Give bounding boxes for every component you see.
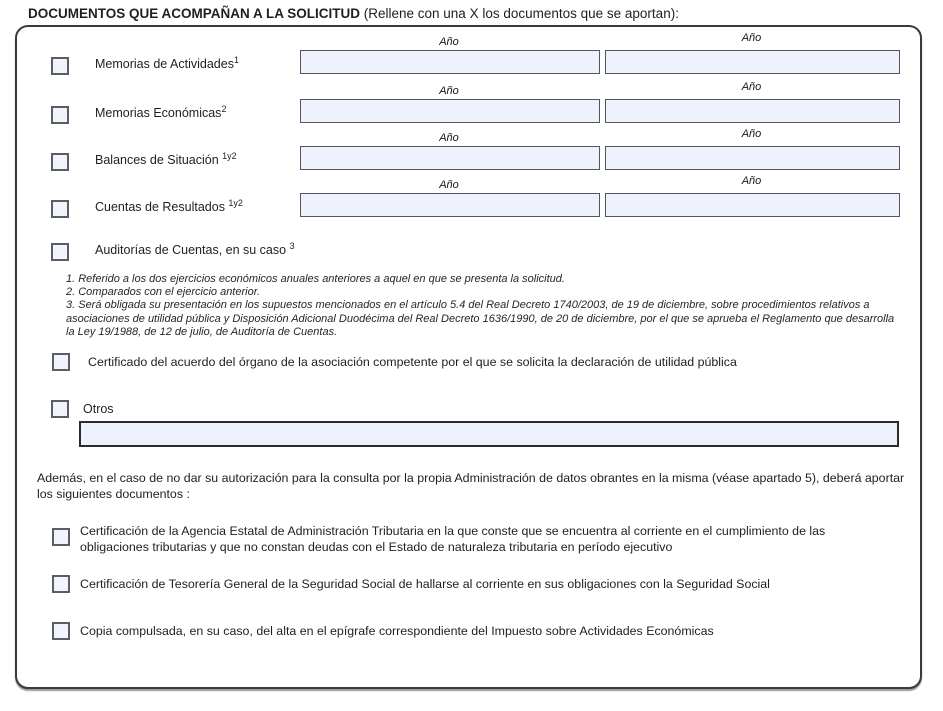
- year-row-memorias-actividades: [0, 32, 943, 72]
- label-superscript: 2: [221, 104, 227, 114]
- footnotes: [66, 273, 900, 339]
- section-title: [28, 6, 679, 21]
- checkbox-memorias-actividades[interactable]: [51, 57, 69, 75]
- checkbox-certificacion-agencia-tributaria[interactable]: [52, 528, 70, 546]
- label-text: Auditorías de Cuentas, en su caso: [95, 243, 290, 258]
- anio-label-right: Año: [741, 32, 762, 44]
- label-certificacion-agencia-tributaria: Certificación de la Agencia Estatal de Administración Tributaria en la que conste que se encuentra al corriente en el cumplimiento de las obligaciones tributarias y que no constan deudas con el Estado de naturaleza tributaria en período ejecutivo: [80, 524, 826, 554]
- anio-label-right: Año: [741, 81, 762, 93]
- anio-input-memorias-actividades-1[interactable]: [300, 50, 600, 74]
- footnote-2: 2. Comparados con el ejercicio anterior.: [66, 286, 261, 299]
- label-text: Balances de Situación: [95, 153, 223, 168]
- footnote-1: 1. Referido a los dos ejercicios económicos anuales anteriores a aquel en que se presenta la solicitud.: [66, 273, 565, 285]
- checkbox-otros[interactable]: [51, 400, 69, 418]
- anio-label-left: Año: [439, 36, 459, 48]
- label-text: Cuentas de Resultados: [95, 200, 229, 215]
- label-certificacion-tesoreria: Certificación de Tesorería General de la Seguridad Social de hallarse al corriente en sus obligaciones con la Seguridad Social: [80, 577, 770, 591]
- otros-input[interactable]: [79, 421, 899, 447]
- label-auditorias: [95, 241, 295, 257]
- label-certificado-acuerdo: Certificado del acuerdo del órgano de la asociación competente por el que se solicita la declaración de utilidad pública: [88, 355, 737, 369]
- label-memorias-economicas: [95, 104, 226, 120]
- label-superscript: 1y2: [222, 151, 237, 161]
- anio-input-memorias-economicas-1[interactable]: [300, 99, 600, 123]
- label-memorias-actividades: [95, 55, 239, 71]
- label-otros: Otros: [83, 402, 114, 416]
- year-row-balances-situacion: [0, 128, 943, 168]
- label-balances-situacion: [95, 151, 237, 167]
- label-superscript: 1y2: [228, 198, 243, 208]
- label-copia-compulsada: Copia compulsada, en su caso, del alta en el epígrafe correspondiente del Impuesto sobre Actividades Económicas: [80, 624, 714, 638]
- section-title-bold: DOCUMENTOS QUE ACOMPAÑAN A LA SOLICITUD: [28, 6, 360, 21]
- section-title-rest: (Rellene con una X los documentos que se aportan):: [360, 6, 679, 21]
- checkbox-auditorias[interactable]: [51, 243, 69, 261]
- anio-label-right: Año: [741, 175, 762, 187]
- checkbox-certificacion-tesoreria[interactable]: [52, 575, 70, 593]
- checkbox-copia-compulsada[interactable]: [52, 622, 70, 640]
- label-text: Memorias Económicas: [95, 106, 222, 121]
- checkbox-memorias-economicas[interactable]: [51, 106, 69, 124]
- anio-input-cuentas-resultados-1[interactable]: [300, 193, 600, 217]
- checkbox-cuentas-resultados[interactable]: [51, 200, 69, 218]
- label-text: Memorias de Actividades: [95, 57, 234, 72]
- anio-input-balances-situacion-1[interactable]: [300, 146, 600, 170]
- anio-label-right: Año: [741, 128, 762, 140]
- footnote-3: 3. Será obligada su presentación en los supuestos mencionados en el artículo 5.4 del Real Decreto 1740/2003, de 19 de diciembre, sobre procedimientos relativos a asociaciones de utilidad pública y Disposición Adicional Duodécima del Real Decreto 1636/1990, de 20 de diciembre, por el que se aprueba el Reglamento que desarrolla la Ley 19/1988, de 12 de julio, de Auditoría de Cuentas.: [66, 299, 895, 338]
- anio-label-left: Año: [439, 132, 459, 144]
- anio-input-memorias-actividades-2[interactable]: [605, 50, 900, 74]
- year-row-cuentas-resultados: [0, 175, 943, 215]
- ademas-paragraph: Además, en el caso de no dar su autorización para la consulta por la propia Administración de datos obrantes en la misma (véase apartado 5), deberá aportar los siguientes documentos :: [37, 471, 905, 501]
- label-superscript: 1: [233, 55, 239, 65]
- anio-label-left: Año: [439, 85, 459, 97]
- label-cuentas-resultados: [95, 198, 243, 214]
- anio-input-balances-situacion-2[interactable]: [605, 146, 900, 170]
- checkbox-balances-situacion[interactable]: [51, 153, 69, 171]
- anio-input-memorias-economicas-2[interactable]: [605, 99, 900, 123]
- year-row-memorias-economicas: [0, 81, 943, 121]
- anio-label-left: Año: [439, 179, 459, 191]
- anio-input-cuentas-resultados-2[interactable]: [605, 193, 900, 217]
- label-superscript: 3: [289, 241, 295, 251]
- checkbox-certificado-acuerdo[interactable]: [52, 353, 70, 371]
- row-auditorias: [0, 241, 943, 258]
